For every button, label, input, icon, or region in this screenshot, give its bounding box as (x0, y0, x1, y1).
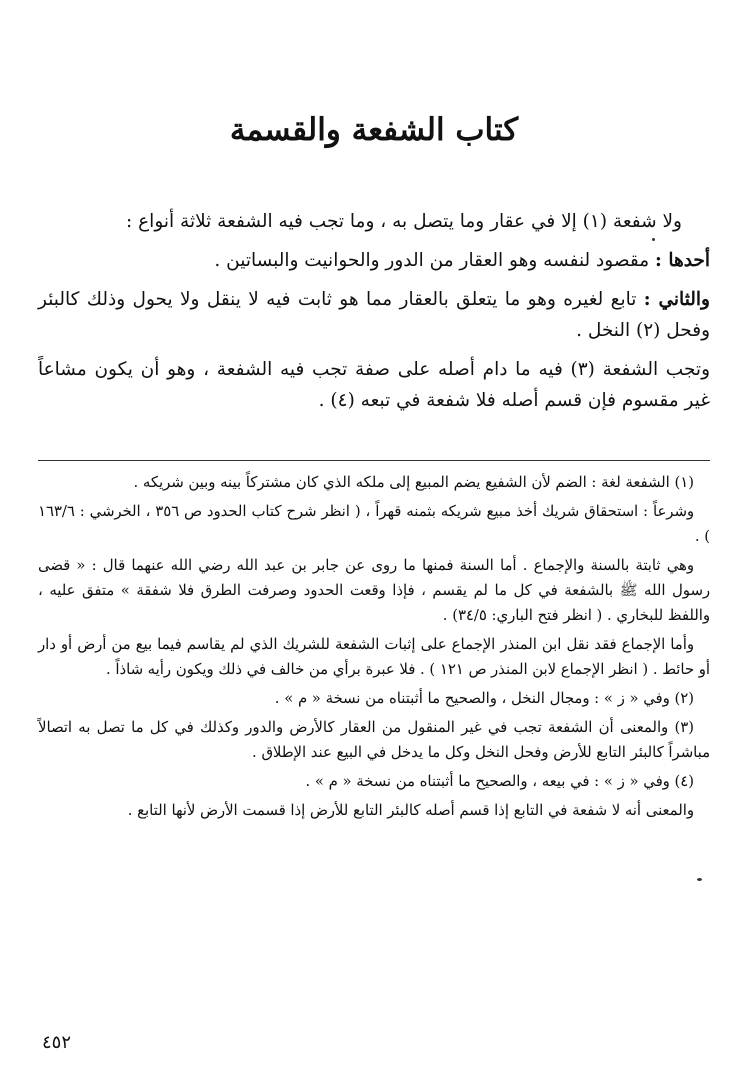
footnotes (38, 470, 710, 827)
footnote-3: (٣) والمعنى أن الشفعة تجب في غير المنقول من العقار كالأرض والدور وكذلك في كل ما تصل به اتصالاً مباشراً كالبئر التابع للأرض وفحل النخل وكل ما يدخل في البيع عند الإطلاق . (38, 719, 710, 761)
paragraph-first-type (38, 245, 710, 276)
footnote-1c: وهي ثابتة بالسنة والإجماع . أما السنة فمنها ما روى عن جابر بن عبد الله رضي الله عنهما قال : « قضى رسول الله ﷺ بالشفعة في كل ما لم يقسم ، فإذا وقعت الحدود وصرفت الطرق فلا شفقة » متفق عليه ، واللفظ للبخاري . ( انظر فتح الباري: ٣٤/٥) . (38, 557, 710, 624)
paragraph-second-type (38, 284, 710, 346)
footnote-1d: وأما الإجماع فقد نقل ابن المنذر الإجماع على إثبات الشفعة للشريك الذي لم يقاسم فيما بيع من أرض أو دار أو حائط . ( انظر الإجماع لابن المنذر ص ١٢١ ) . فلا عبرة برأي من خالف في ذلك ويكون رأيه شاذاً . (38, 636, 710, 678)
scan-speck (697, 878, 702, 881)
second-type-lead: والثاني : (643, 289, 710, 310)
footnote-1b: وشرعاً : استحقاق شريك أخذ مبيع شريكه بثمنه قهراً ، ( انظر شرح كتاب الحدود ص ٣٥٦ ، الخرشي : ١٦٣/٦ ) . (38, 503, 710, 545)
paragraph-shufa-condition: وتجب الشفعة (٣) فيه ما دام أصله على صفة تجب فيه الشفعة ، وهو أن يكون مشاعاً غير مقسوم فإن قسم أصله فلا شفعة في تبعه (٤) . (38, 359, 710, 411)
first-type-lead: أحدها : (655, 250, 710, 271)
footnote-2: (٢) وفي « ز » : ومجال النخل ، والصحيح ما أثبتناه من نسخة « م » . (274, 690, 694, 707)
second-type-body: تابع لغيره وهو ما يتعلق بالعقار مما هو ثابت فيه لا ينقل ولا يحول وذلك كالبئر وفحل (٢) النخل . (38, 289, 710, 341)
footnote-4b: والمعنى أنه لا شفعة في التابع إذا قسم أصله كالبئر التابع للأرض إذا قسمت الأرض لأنها التابع . (127, 802, 694, 819)
chapter-title: كتاب الشفعة والقسمة (229, 112, 519, 148)
paragraph-intro: ولا شفعة (١) إلا في عقار وما يتصل به ، وما تجب فيه الشفعة ثلاثة أنواع : (126, 211, 682, 232)
scan-speck (652, 238, 655, 241)
footnote-4a: (٤) وفي « ز » : في بيعه ، والصحيح ما أثبتناه من نسخة « م » . (305, 773, 694, 790)
first-type-body: مقصود لنفسه وهو العقار من الدور والحوانيت والبساتين . (214, 250, 656, 271)
page-number: ٤٥٢ (42, 1032, 72, 1053)
footnote-1a: (١) الشفعة لغة : الضم لأن الشفيع يضم المبيع إلى ملكه الذي كان مشتركاً بينه وبين شريكه . (133, 474, 694, 491)
footnote-divider (38, 460, 710, 461)
book-page (38, 0, 710, 1081)
main-text (38, 206, 710, 424)
